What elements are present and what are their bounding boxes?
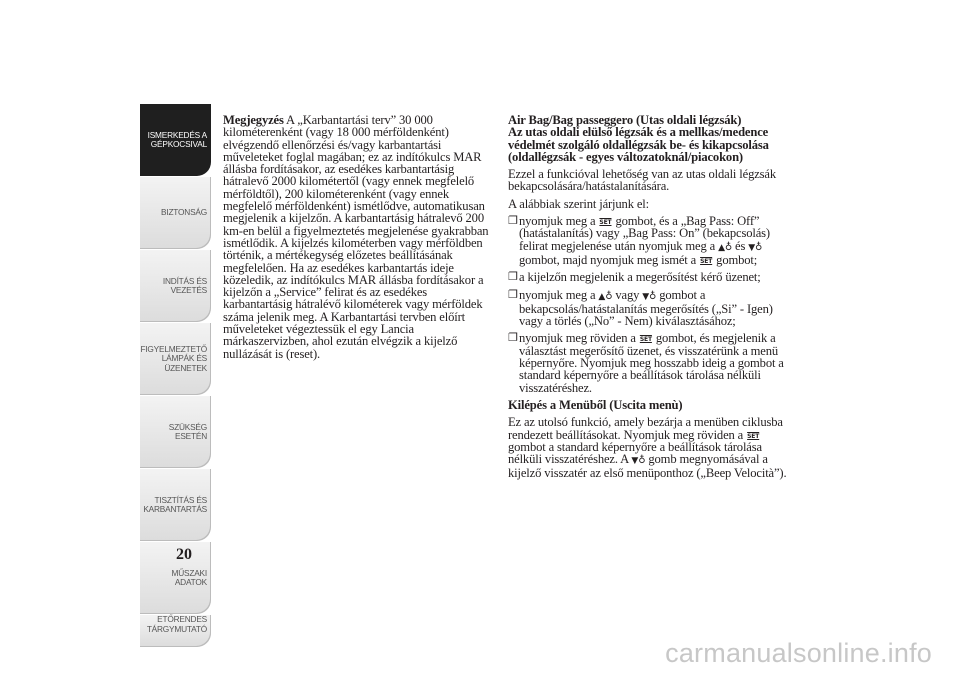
watermark: carmanualsonline.info <box>665 638 932 668</box>
list-item <box>508 215 788 266</box>
list-item <box>508 289 788 328</box>
note-text: A „Karbantartási terv” 30 000 kilométerenként (vagy 18 000 mérföldenként) elvégzendő ellenőrzési és/vagy karbantartási műveleteket foglal magában; ez az indítókulcs MAR állásba fordításakor, az esedékes karbantartásig hátralevő 2000 kilométertől (vagy ennek megfelelő mérföldtől), 200 kilométerenként (vagy ennek megfelelő mérföldenként) ismétlődve, automatikusan megjelenik a kijelzőn. A karbantartásig hátralevő 200 km-en belül a figyelmeztetés megjelenése gyakrabban ismétlődik. A kijelzés kilométerben vagy mérföldben történik, a mértékegység előzetes beállításának megfelelően. Ha az esedékes karbantartás ideje közeledik, az indítókulcs MAR állásba fordításakor a kijelzőn a „Service” felirat és az esedékes karbantartásig hátralévő kilométerek vagy mérföldek száma jelenik meg. A Karbantartási tervben előírt műveleteket végeztessük el egy Lancia márkaszervizben, ahol ezután elvégzik a kijelző nullázását is (reset). <box>223 113 489 361</box>
tab-inditas[interactable]: INDÍTÁS ÉS VEZETÉS <box>140 250 211 322</box>
tab-biztonsag[interactable]: BIZTONSÁG <box>140 177 211 249</box>
up-arrow-icon: ▲ <box>718 242 725 253</box>
right-column <box>508 114 788 480</box>
tab-muszaki[interactable]: MŰSZAKI ADATOK <box>140 542 211 614</box>
set-button-icon: SET <box>639 336 652 344</box>
maintenance-note <box>223 114 491 360</box>
set-button-icon: SET <box>747 432 760 440</box>
checkbox-icon: ❐ <box>508 332 518 345</box>
tab-ismerkedes[interactable]: ISMERKEDÉS A GÉPKOCSIVAL <box>140 104 211 176</box>
airbag-heading <box>508 114 788 163</box>
exit-paragraph <box>508 416 788 479</box>
item-text: a kijelzőn megjelenik a megerősítést kérő üzenet; <box>519 270 761 285</box>
heading-line: (oldallégzsák - egyes változatoknál/piacokon) <box>508 149 743 164</box>
steps-intro: A alábbiak szerint járjunk el: <box>508 196 649 211</box>
tab-tisztitas[interactable]: TISZTÍTÁS ÉS KARBANTARTÁS <box>140 469 211 541</box>
item-text: vagy <box>612 287 643 302</box>
tab-figyelmezteto[interactable]: FIGYELMEZTETŐ LÁMPÁK ÉS ÜZENETEK <box>140 323 211 395</box>
exit-menu-heading: Kilépés a Menüből (Uscita menù) <box>508 397 683 412</box>
item-text: nyomjuk meg röviden a <box>519 331 639 346</box>
down-arrow-icon: ▼ <box>748 242 756 253</box>
up-arrow-icon: ▲ <box>598 291 606 302</box>
item-text: nyomjuk meg a <box>519 287 599 302</box>
heading-line: védelmét szolgáló oldallégzsák be- és kikapcsolása <box>508 137 769 152</box>
paragraph-text: gombot a standard képernyőre a beállítások tárolása nélküli visszatéréshez. A <box>508 439 762 467</box>
checkbox-icon: ❐ <box>508 288 518 301</box>
checkbox-icon: ❐ <box>508 215 518 228</box>
intro-paragraph: Ezzel a funkcióval lehetőség van az utas oldali légzsák bekapcsolására/hatástalanítására. <box>508 167 776 194</box>
knob-icon: ♁ <box>755 241 763 253</box>
set-button-icon: SET <box>700 257 713 265</box>
heading-line: Az utas oldali elülső légzsák és a mellkas/medence <box>508 125 769 140</box>
item-text: gombot; <box>713 252 758 267</box>
checkbox-icon: ❐ <box>508 271 518 284</box>
knob-icon: ♁ <box>605 290 613 302</box>
item-text: gombot, majd nyomjuk meg ismét a <box>519 252 700 267</box>
knob-icon: ♁ <box>649 290 657 302</box>
tab-szukseg[interactable]: SZÜKSÉG ESETÉN <box>140 396 211 468</box>
set-button-icon: SET <box>599 219 612 227</box>
item-text: gombot, és a „Bag Pass: Off” (hatástalanítás) vagy „Bag Pass: On” (bekapcsolás) felirat megjelenése után nyomjuk meg a <box>519 214 770 253</box>
item-text: nyomjuk meg a <box>519 214 599 229</box>
knob-icon: ♁ <box>724 241 733 253</box>
list-item <box>508 271 788 283</box>
knob-icon: ♁ <box>638 455 646 467</box>
tab-targymutato[interactable]: ETŐRENDES TÁRGYMUTATÓ <box>140 615 211 647</box>
list-item <box>508 332 788 393</box>
item-text: gombot, és megjelenik a választást megerősítő üzenet, és visszatérünk a menü képernyőre. Nyomjuk meg hosszabb ideig a gombot a standard képernyőre a beállítások tárolása nélküli visszatéréshez. <box>519 331 784 395</box>
left-column <box>223 114 491 360</box>
page-number: 20 <box>176 546 192 563</box>
down-arrow-icon: ▼ <box>642 291 650 302</box>
item-text: és <box>732 238 749 253</box>
note-label: Megjegyzés <box>223 113 284 127</box>
item-text: gombot a bekapcsolás/hatástalanítás megerősítés („Si” - Igen) vagy a törlés („No” - Nem) kiválasztásához; <box>519 287 773 329</box>
down-arrow-icon: ▼ <box>631 456 639 467</box>
paragraph-text: Ez az utolsó funkció, amely bezárja a menüben ciklusba rendezett beállításokat. Nyomjuk meg röviden a <box>508 415 783 442</box>
heading-line: Air Bag/Bag passeggero (Utas oldali légzsák) <box>508 113 742 127</box>
paragraph-text: gomb megnyomásával a kijelző visszatér az első menüponthoz („Beep Velocità”). <box>508 452 787 481</box>
